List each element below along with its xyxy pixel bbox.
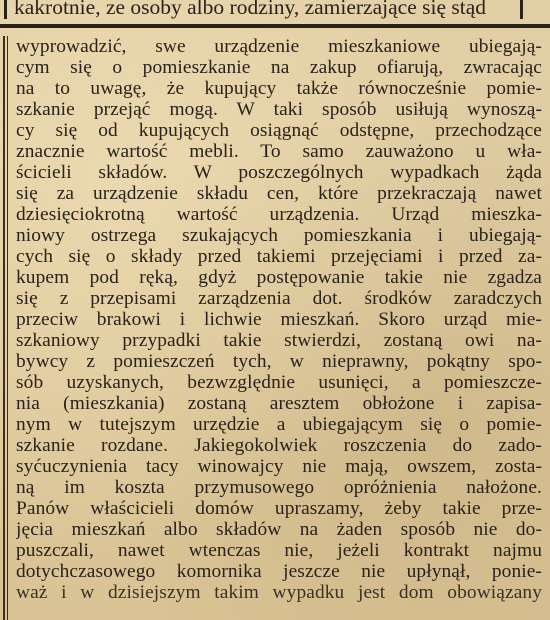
article-line: się za urządzenie składu cen, które przekraczają nawet [16,183,542,204]
article-line: syćuczynienia tacy winowajcy nie mają, owszem, zosta- [16,456,542,477]
column-left-rule-inner [7,36,8,620]
article-line: niowy ostrzega szukających pomieszkania i ubiegają- [16,225,542,246]
article-line: cym się o pomieszkanie na zakup ofiarują, zwracając [16,57,542,78]
article-line: wyprowadzić, swe urządzenie mieszkaniowe ubiegają- [16,36,542,57]
previous-line-text: kakrotnie, ze osoby albo rodziny, zamierzające się stąd [14,0,487,19]
article-line: przeciw brakowi i lichwie mieszkań. Skoro urząd mie- [16,309,542,330]
article-line: puszczali, nawet wtenczas nie, jeżeli kontrakt najmu [16,540,542,561]
column-left-rule [3,36,5,620]
article-line: ścicieli składów. W poszczególnych wypadkach żąda [16,162,542,183]
article-line: znacznie wartość mebli. To samo zauważono u wła- [16,141,542,162]
article-line: szkanie rozdane. Jakiegokolwiek roszczenia do zado- [16,435,542,456]
previous-line-fragment [0,0,550,21]
article-line: dziesięciokrotną wartość urządzenia. Urząd mieszka- [16,204,542,225]
article-line: szkanie przejąć mogą. W taki sposób usiłują wynoszą- [16,99,542,120]
article-line: szkaniowy przypadki takie stwierdzi, zostaną owi na- [16,330,542,351]
article-body [16,36,542,603]
article-line: dotychczasowego komornika jeszcze nie upłynął, ponie- [16,561,542,582]
article-line: kupem pod ręką, gdyż postępowanie takie nie zgadza [16,267,542,288]
article-line: nia (mieszkania) zostaną aresztem obłożone i zapisa- [16,393,542,414]
article-line: na to uwagę, że kupujący także równocześnie pomie- [16,78,542,99]
article-line: bywcy z pomieszczeń tych, w nieprawny, pokątny spo- [16,351,542,372]
article-line: sób uzyskanych, bezwzględnie usunięci, a pomieszcze- [16,372,542,393]
article-line: Panów właścicieli domów upraszamy, żeby takie prze- [16,498,542,519]
article-line: jęcia mieszkań albo składów na żaden sposób nie do- [16,519,542,540]
column-border-mark [4,0,7,19]
article-line: cy się od kupujących osiągnąć odstępne, przechodzące [16,120,542,141]
column-border-mark [520,0,523,19]
article-line: się z przepisami zarządzenia dot. środków zaradczych [16,288,542,309]
section-divider-rule [0,24,550,28]
article-line: ną im koszta przymusowego opróżnienia nałożone. [16,477,542,498]
article-line: cych się o składy przed takiemi przejęciami i przed za- [16,246,542,267]
article-line: waż i w dzisiejszym takim wypadku jest dom obowiązany [16,582,542,603]
article-line: nym w tutejszym urzędzie a ubiegającym się o pomie- [16,414,542,435]
